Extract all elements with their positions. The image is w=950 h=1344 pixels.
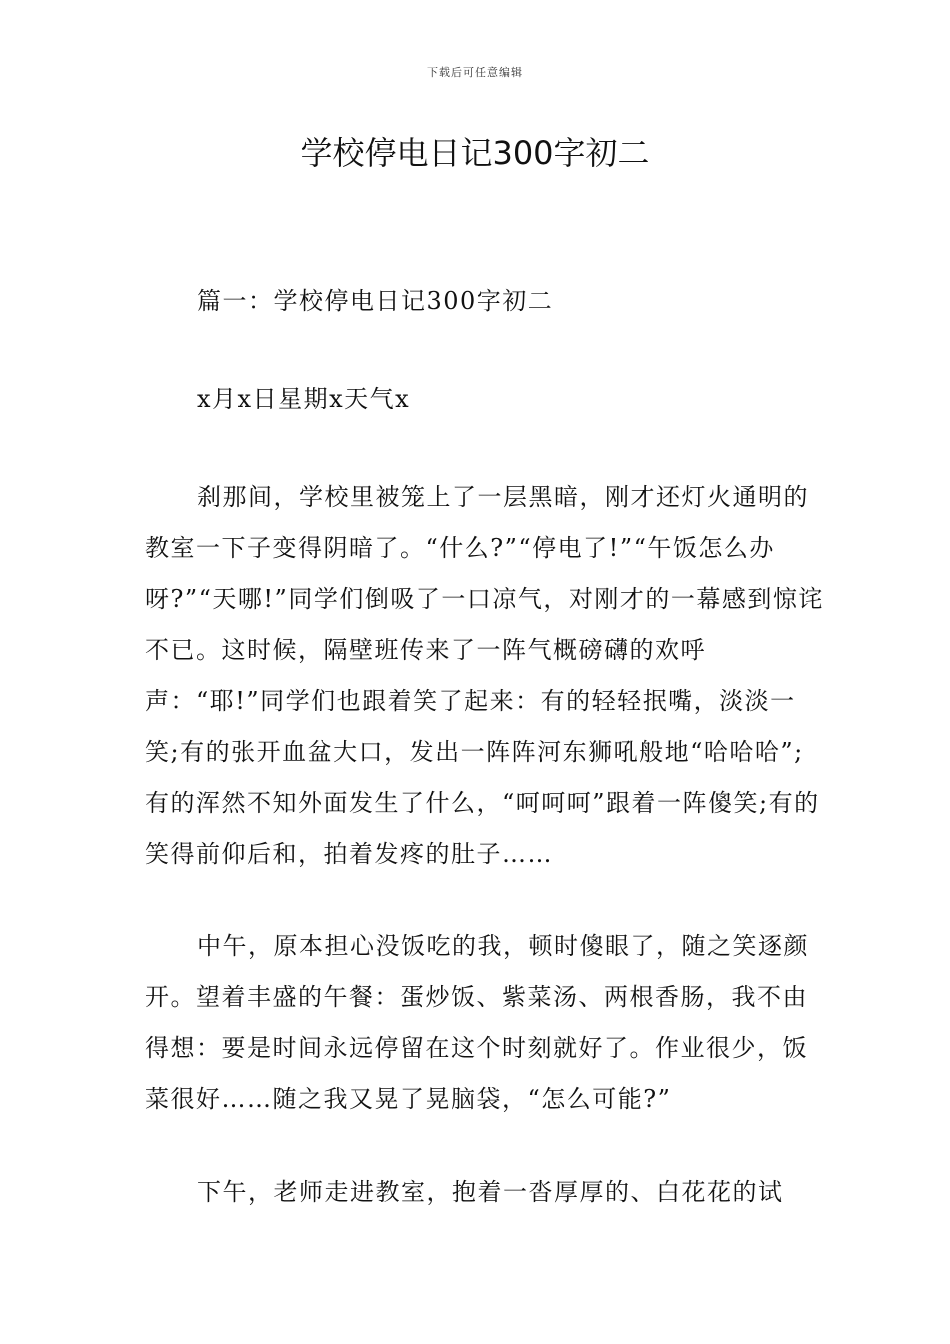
paragraph-text: 下午，老师走进教室，抱着一沓厚厚的、白花花的试 — [197, 1178, 784, 1206]
section-subtitle-text: 篇一：学校停电日记300字初二 — [197, 287, 554, 315]
paragraph-text: 中午，原本担心没饭吃的我，顿时傻眼了，随之笑逐颜开。望着丰盛的午餐：蛋炒饭、紫菜汤、两根香肠，我不由得想：要是时间永远停留在这个时刻就好了。作业很少，饭菜很好……随之我又晃了晃脑袋，“怎么可能?” — [145, 932, 809, 1113]
section-subtitle — [145, 276, 825, 327]
paragraph-text: 刹那间，学校里被笼上了一层黑暗，刚才还灯火通明的教室一下子变得阴暗了。“什么?”“停电了!”“午饭怎么办呀?”“天哪!”同学们倒吸了一口凉气，对刚才的一幕感到惊诧不已。这时候，隔壁班传来了一阵气概磅礴的欢呼声：“耶!”同学们也跟着笑了起来：有的轻轻抿嘴，淡淡一笑;有的张开血盆大口，发出一阵阵河东狮吼般地“哈哈哈”;有的浑然不知外面发生了什么，“呵呵呵”跟着一阵傻笑;有的笑得前仰后和，拍着发疼的肚子…… — [145, 483, 824, 868]
paragraph-1 — [145, 472, 825, 880]
dateline-text: x月x日星期x天气x — [197, 385, 411, 413]
document-title: 学校停电日记300字初二 — [300, 134, 650, 172]
paragraph-2 — [145, 921, 825, 1125]
header-note: 下载后可任意编辑 — [427, 66, 523, 79]
dateline — [145, 374, 825, 425]
paragraph-3 — [145, 1167, 825, 1218]
